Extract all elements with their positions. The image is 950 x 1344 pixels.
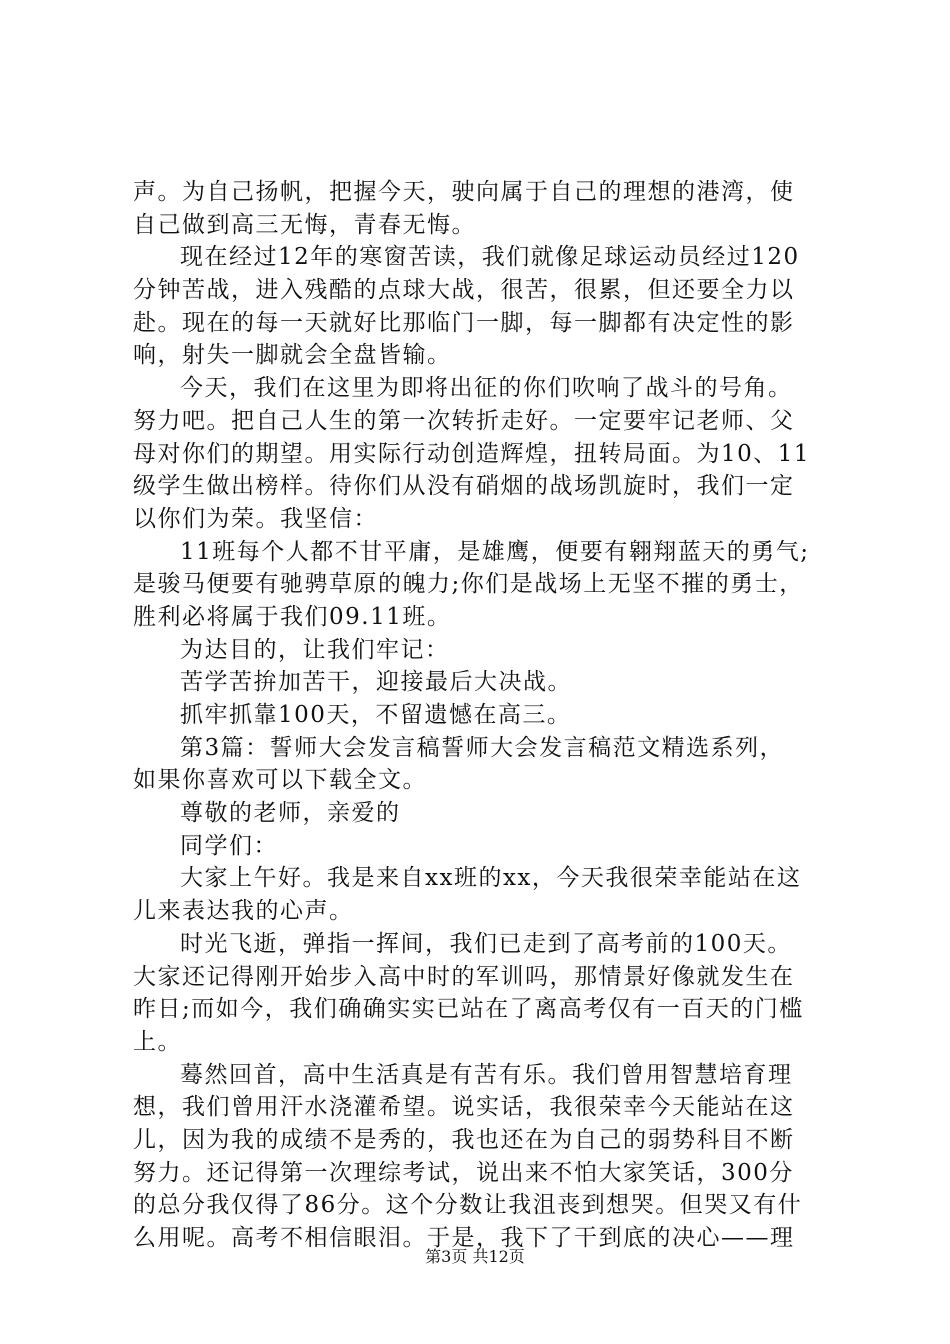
text-line: 努力。还记得第一次理综考试，说出来不怕大家笑话，300分	[133, 1159, 794, 1186]
text-line: 么用呢。高考不相信眼泪。于是，我下了干到底的决心——理	[133, 1225, 795, 1251]
text-line: 如果你喜欢可以下载全文。	[133, 767, 427, 794]
text-line: 级学生做出榜样。待你们从没有硝烟的战场凯旋时，我们一定	[133, 473, 795, 500]
text-line: 时光飞逝，弹指一挥间，我们已走到了高考前的100天。	[180, 930, 792, 957]
text-line: 母对你们的期望。用实际行动创造辉煌，扭转局面。为10、11	[133, 440, 811, 467]
text-line: 声。为自己扬帆，把握今天，驶向属于自己的理想的港湾，使	[133, 179, 795, 205]
text-line: 上。	[133, 1028, 182, 1055]
text-line: 蓦然回首，高中生活真是有苦有乐。我们曾用智慧培育理	[180, 1061, 793, 1088]
text-line: 努力吧。把自己人生的第一次转折走好。一定要牢记老师、父	[133, 407, 795, 434]
text-line: 大家上午好。我是来自xx班的xx，今天我很荣幸能站在这	[180, 865, 802, 892]
text-line: 大家还记得刚开始步入高中时的军训吗，那情景好像就发生在	[133, 963, 795, 990]
document-body	[133, 176, 833, 1255]
text-line: 以你们为荣。我坚信：	[133, 505, 378, 532]
text-line: 的总分我仅得了86分。这个分数让我沮丧到想哭。但哭又有什	[133, 1192, 803, 1219]
text-line: 儿，因为我的成绩不是秀的，我也还在为自己的弱势科目不断	[133, 1126, 795, 1153]
text-line: 儿来表达我的心声。	[133, 898, 354, 925]
text-line: 是骏马便要有驰骋草原的魄力;你们是战场上无坚不摧的勇士，	[133, 571, 804, 598]
text-line: 昨日;而如今，我们确确实实已站在了离高考仅有一百天的门槛	[133, 996, 804, 1023]
text-line: 响，射失一脚就会全盘皆输。	[133, 342, 452, 369]
text-line: 为达目的，让我们牢记：	[180, 636, 450, 663]
text-line: 同学们：	[180, 832, 278, 859]
text-line: 自己做到高三无悔，青春无悔。	[133, 211, 476, 238]
text-line: 尊敬的老师，亲爱的	[180, 800, 401, 827]
text-line: 今天，我们在这里为即将出征的你们吹响了战斗的号角。	[180, 375, 793, 402]
page-footer: 第3页 共12页	[425, 1247, 525, 1266]
text-line: 胜利必将属于我们09.11班。	[133, 603, 452, 630]
text-line: 苦学苦拚加苦干，迎接最后大决战。	[180, 669, 572, 696]
text-line: 分钟苦战，进入残酷的点球大战，很苦，很累，但还要全力以	[133, 277, 795, 304]
text-line: 现在经过12年的寒窗苦读，我们就像足球运动员经过120	[180, 244, 800, 271]
text-line: 想，我们曾用汗水浇灌希望。说实话，我很荣幸今天能站在这	[133, 1094, 795, 1121]
text-line: 赴。现在的每一天就好比那临门一脚，每一脚都有决定性的影	[133, 309, 795, 336]
text-line: 11班每个人都不甘平庸，是雄鹰，便要有翱翔蓝天的勇气;	[180, 538, 810, 565]
text-line: 第3篇：誓师大会发言稿誓师大会发言稿范文精选系列，	[180, 734, 785, 761]
text-line: 抓牢抓靠100天，不留遗憾在高三。	[180, 702, 572, 728]
